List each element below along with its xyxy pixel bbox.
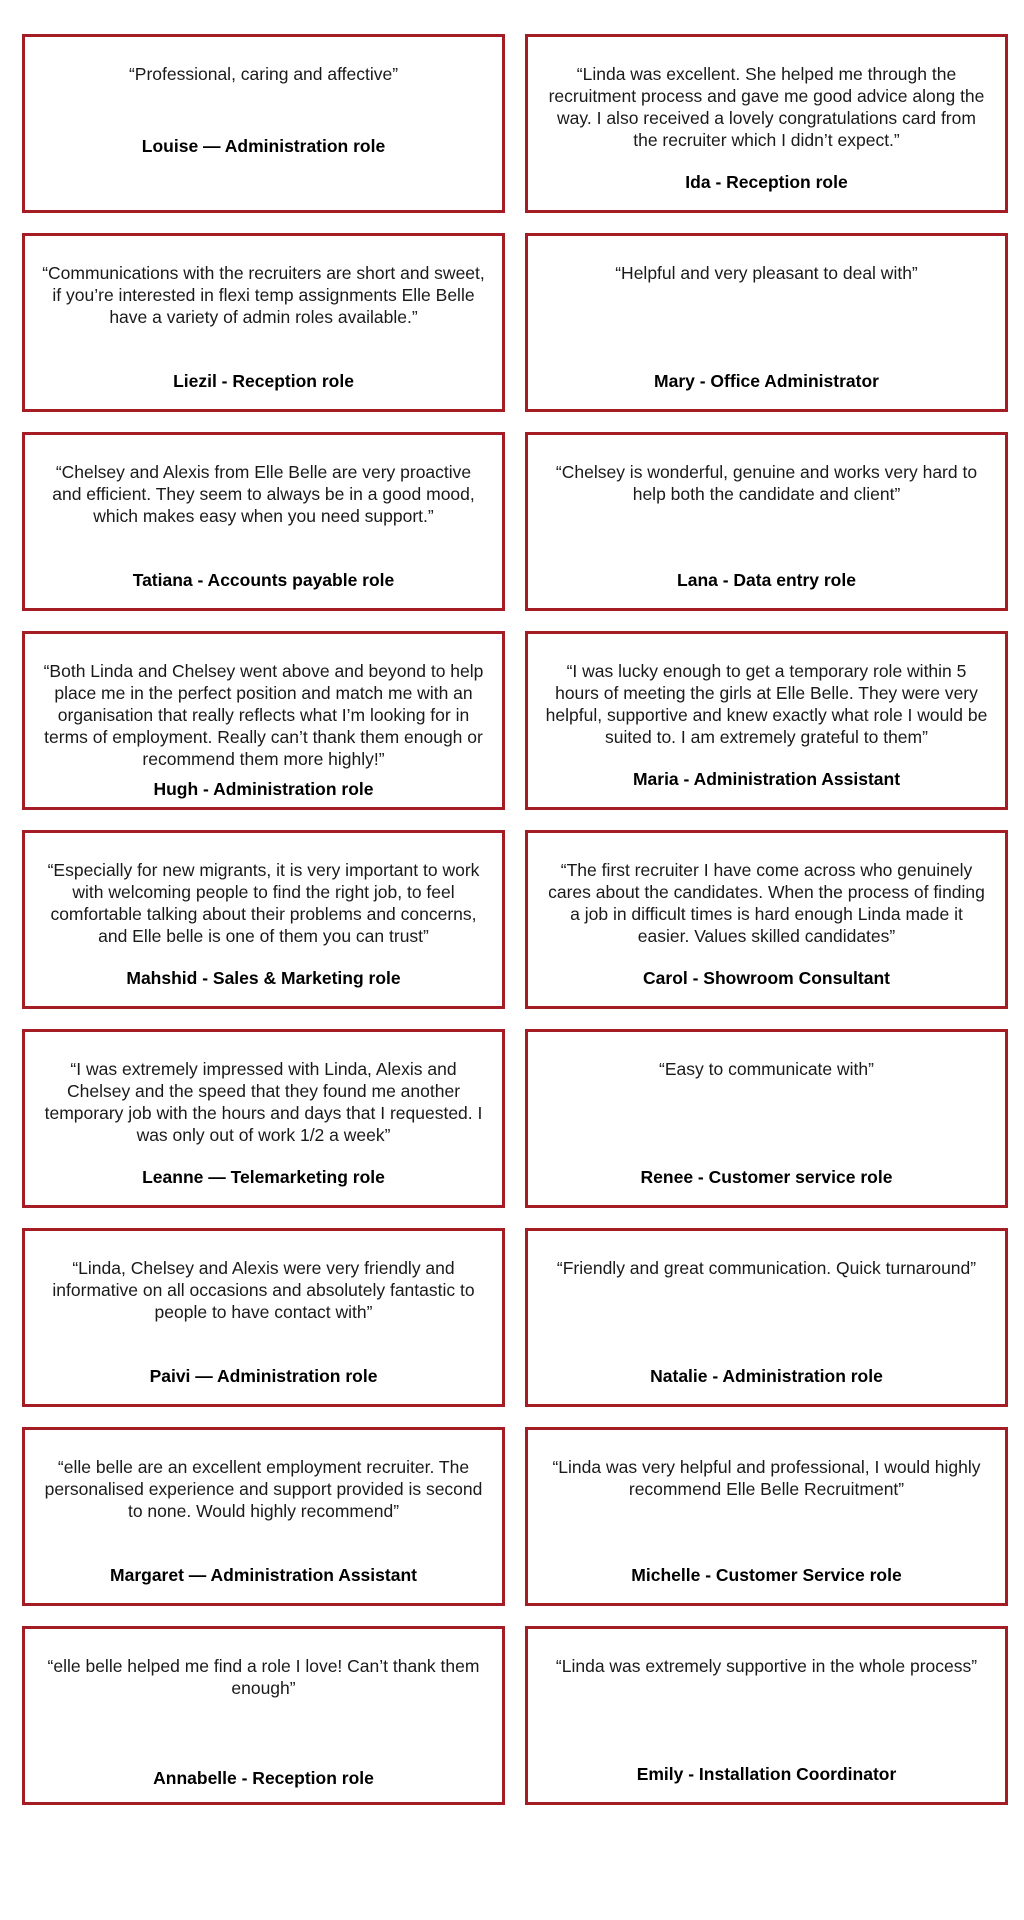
testimonial-quote: “Linda was very helpful and professional, I would highly recommend Elle Belle Recruitment”: [552, 1457, 981, 1499]
testimonials-grid: [22, 34, 1008, 1805]
testimonial-author: Leanne — Telemarketing role: [142, 1167, 385, 1187]
testimonial-card: [525, 1029, 1008, 1208]
testimonial-author: Emily - Installation Coordinator: [636, 1764, 897, 1784]
testimonial-card: [22, 1626, 505, 1805]
testimonial-card: [525, 432, 1008, 611]
testimonial-card: [22, 1029, 505, 1208]
testimonial-quote: “I was lucky enough to get a temporary role within 5 hours of meeting the girls at Elle Belle. They were very helpful, supportive and knew exactly what role I would be suited to. I am extremely grateful to them”: [545, 661, 988, 747]
testimonial-quote: “Linda, Chelsey and Alexis were very friendly and informative on all occasions and absolutely fantastic to people to have contact with”: [52, 1258, 475, 1322]
testimonial-card: [22, 830, 505, 1009]
testimonial-author: Lana - Data entry role: [677, 570, 856, 590]
testimonial-quote: “elle belle helped me find a role I love! Can’t thank them enough”: [47, 1656, 480, 1698]
testimonial-author: Maria - Administration Assistant: [632, 769, 901, 789]
testimonial-card: [22, 34, 505, 213]
testimonial-quote: “Especially for new migrants, it is very important to work with welcoming people to find the right job, to feel comfortable talking about their problems and concerns, and Elle belle is one of them you can trust”: [47, 860, 480, 946]
testimonial-author: Liezil - Reception role: [173, 371, 354, 391]
testimonial-quote: “The first recruiter I have come across who genuinely cares about the candidates. When the process of finding a job in difficult times is hard enough Linda made it easier. Values skilled candidates”: [548, 860, 985, 946]
testimonial-quote: “Friendly and great communication. Quick turnaround”: [556, 1258, 977, 1278]
testimonial-card: [525, 1626, 1008, 1805]
testimonial-quote: “elle belle are an excellent employment recruiter. The personalised experience and support provided is second to none. Would highly recommend”: [44, 1457, 483, 1521]
testimonial-author: Renee - Customer service role: [640, 1167, 893, 1187]
testimonial-author: Tatiana - Accounts payable role: [132, 570, 395, 590]
testimonial-quote: “Helpful and very pleasant to deal with”: [615, 263, 918, 283]
testimonial-card: [22, 432, 505, 611]
testimonial-author: Carol - Showroom Consultant: [643, 968, 890, 988]
testimonial-quote: “Chelsey and Alexis from Elle Belle are very proactive and efficient. They seem to always be in a good mood, which makes easy when you need support.”: [52, 462, 475, 526]
testimonial-quote: “Chelsey is wonderful, genuine and works very hard to help both the candidate and client”: [555, 462, 978, 504]
testimonial-card: [525, 631, 1008, 810]
testimonial-author: Michelle - Customer Service role: [631, 1565, 902, 1585]
testimonial-author: Mary - Office Administrator: [654, 371, 879, 391]
testimonial-card: [525, 830, 1008, 1009]
testimonial-quote: “Communications with the recruiters are short and sweet, if you’re interested in flexi temp assignments Elle Belle have a variety of admin roles available.”: [42, 263, 485, 327]
testimonial-quote: “Professional, caring and affective”: [128, 64, 399, 84]
testimonial-author: Natalie - Administration role: [650, 1366, 883, 1386]
testimonial-quote: “I was extremely impressed with Linda, Alexis and Chelsey and the speed that they found me another temporary job with the hours and days that I requested. I was only out of work 1/2 a week”: [44, 1059, 483, 1145]
testimonial-card: [22, 631, 505, 810]
testimonial-author: Louise — Administration role: [141, 136, 386, 156]
testimonial-quote: “Both Linda and Chelsey went above and beyond to help place me in the perfect position and match me with an organisation that really reflects what I’m looking for in terms of employment. Really can’t thank them enough or recommend them more highly!”: [43, 661, 484, 769]
testimonial-card: [22, 233, 505, 412]
testimonial-card: [525, 34, 1008, 213]
testimonial-author: Mahshid - Sales & Marketing role: [126, 968, 401, 988]
testimonial-card: [525, 233, 1008, 412]
testimonial-author: Ida - Reception role: [685, 172, 848, 192]
testimonial-author: Hugh - Administration role: [153, 779, 374, 799]
testimonial-card: [22, 1427, 505, 1606]
testimonial-quote: “Linda was excellent. She helped me through the recruitment process and gave me good advice along the way. I also received a lovely congratulations card from the recruiter which I didn’t expect.”: [548, 64, 985, 150]
testimonial-card: [22, 1228, 505, 1407]
testimonial-author: Paivi — Administration role: [149, 1366, 378, 1386]
testimonial-quote: “Linda was extremely supportive in the whole process”: [555, 1656, 978, 1676]
testimonial-author: Annabelle - Reception role: [153, 1768, 374, 1788]
testimonial-card: [525, 1427, 1008, 1606]
testimonial-author: Margaret — Administration Assistant: [110, 1565, 417, 1585]
testimonial-quote: “Easy to communicate with”: [659, 1059, 874, 1079]
testimonial-card: [525, 1228, 1008, 1407]
